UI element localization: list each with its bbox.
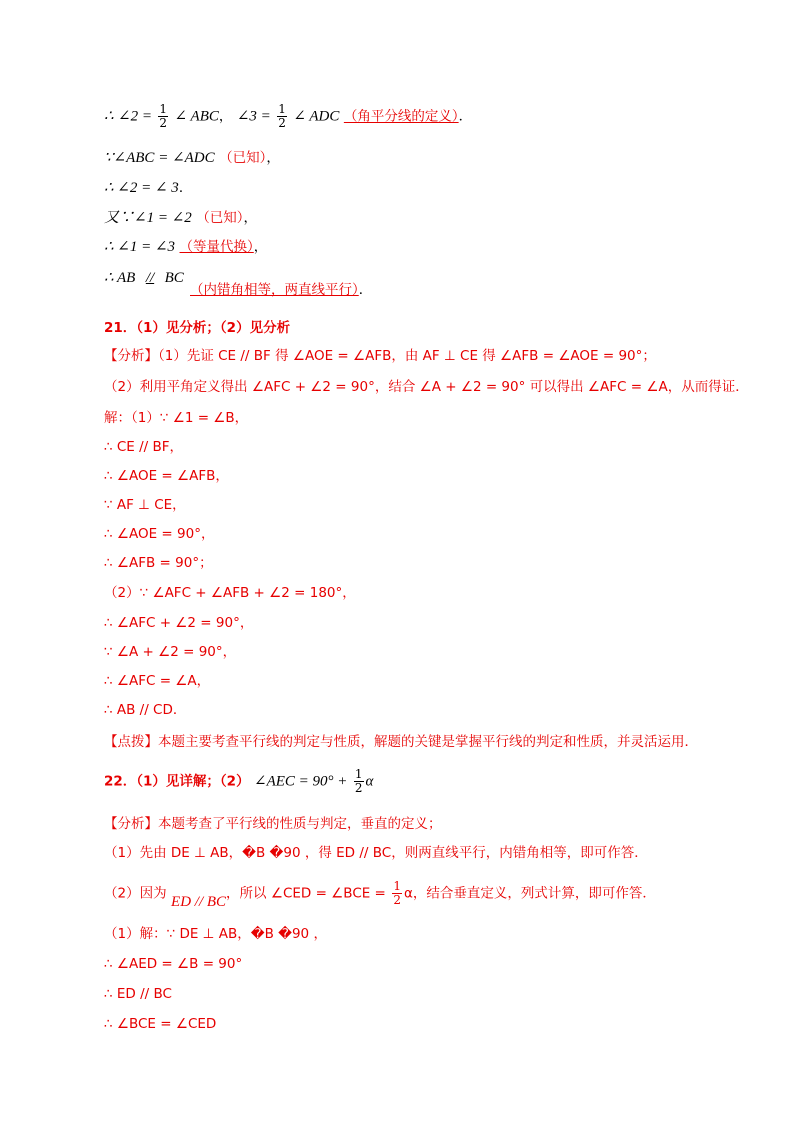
proof-line-3 — [104, 178, 192, 198]
proof-line-5 — [104, 237, 267, 257]
line-bc: BC — [164, 270, 184, 286]
comma: ， — [218, 108, 233, 125]
q21-step-8: ∴ ∠AFC + ∠2 = 90°， — [104, 615, 254, 631]
parallel-symbol: // — [145, 270, 155, 286]
period: ． — [358, 282, 373, 298]
reason-given: （已知） — [196, 210, 244, 226]
reason-bisector: （角平分线的定义） — [343, 108, 459, 125]
fraction-half — [158, 103, 168, 130]
q21-step-11: ∴ AB // CD． — [104, 702, 187, 718]
frac-den: 2 — [159, 116, 168, 130]
q22-title: 22．（1）见详解；（2） — [104, 773, 250, 790]
given-expr: ∵∠ABC = ∠ADC — [104, 150, 215, 166]
reason-alternate-angles: （内错角相等，两直线平行） — [190, 282, 359, 298]
q21-step-6: ∴ ∠AFB = 90°； — [104, 555, 213, 571]
angle-abc: ∠ ABC — [174, 108, 219, 125]
proof-line-6 — [104, 268, 184, 288]
equal-angles: ∴ ∠2 = ∠ 3 — [104, 180, 179, 196]
alpha-symbol: α — [365, 773, 374, 790]
frac-den: 2 — [278, 116, 286, 130]
reason-substitution: （等量代换） — [179, 239, 254, 255]
q22-step-4: ∴ ∠BCE = ∠CED — [104, 1016, 217, 1032]
frac-den: 2 — [354, 781, 363, 795]
frac-num: 1 — [393, 879, 401, 893]
frac-num: 1 — [354, 767, 363, 781]
reason-given: （已知） — [219, 150, 267, 166]
parallel-ed-bc: ED // BC — [171, 893, 227, 910]
q21-step-1: 解：（1）∵ ∠1 = ∠B， — [104, 410, 249, 426]
q21-analysis-1: 【分析】（1）先证 CE // BF 得 ∠AOE = ∠AFB，由 AF ⊥ CE 得 ∠AFB = ∠AOE = 90°； — [104, 348, 656, 364]
frac-num: 1 — [278, 102, 286, 116]
q22-answer — [104, 768, 373, 795]
q21-answer: 21．（1）见分析；（2）见分析 — [104, 320, 291, 336]
angle2-expr: ∠2 = — [118, 108, 152, 125]
q22-analysis: 【分析】本题考查了平行线的性质与判定，垂直的定义； — [104, 816, 442, 832]
text: α，结合垂直定义，列式计算，即可作答． — [403, 885, 656, 902]
proof-line-4 — [104, 208, 257, 228]
fraction-half-2 — [277, 103, 287, 130]
q21-analysis-2: （2）利用平角定义得出 ∠AFC + ∠2 = 90°，结合 ∠A + ∠2 = 90° 可以得出 ∠AFC = ∠A，从而得证． — [104, 379, 749, 395]
period: ． — [178, 180, 193, 196]
proof-line-2 — [104, 148, 280, 168]
comma: ， — [266, 150, 280, 166]
frac-num: 1 — [159, 102, 168, 116]
comma: ， — [243, 210, 257, 226]
proof-line-6-reason — [190, 280, 372, 300]
angle-aec-expr: ∠AEC = 90° + — [254, 773, 348, 790]
fraction-half — [354, 768, 364, 795]
q21-step-7: （2）∵ ∠AFC + ∠AFB + ∠2 = 180°， — [104, 585, 356, 601]
q22-step-2: ∴ ∠AED = ∠B = 90° — [104, 956, 243, 972]
proof-line-1 — [104, 103, 472, 130]
text: ，所以 ∠CED = ∠BCE = — [226, 885, 386, 902]
fraction-half — [392, 880, 402, 907]
q21-step-5: ∴ ∠AOE = 90°， — [104, 526, 215, 542]
equal-angles: ∴ ∠1 = ∠3 — [104, 239, 176, 255]
q21-step-4: ∵ AF ⊥ CE， — [104, 497, 186, 513]
angle3-expr: ∠3 = — [236, 108, 271, 125]
period: ． — [458, 108, 473, 125]
therefore-symbol: ∴ — [104, 108, 114, 125]
q21-step-2: ∴ CE // BF， — [104, 439, 184, 455]
q21-step-9: ∵ ∠A + ∠2 = 90°， — [104, 644, 237, 660]
q21-comment: 【点拨】本题主要考查平行线的判定与性质，解题的关键是掌握平行线的判定和性质，并灵活运用． — [104, 734, 698, 750]
line-ab: ∴ AB — [104, 270, 136, 286]
frac-den: 2 — [393, 893, 401, 907]
comma: ， — [253, 239, 268, 255]
given-expr: 又∵∠1 = ∠2 — [104, 210, 192, 226]
q21-step-3: ∴ ∠AOE = ∠AFB， — [104, 468, 229, 484]
q22-step-1: （1）解：∵ DE ⊥ AB，�B �90 ， — [104, 926, 327, 942]
q22-analysis-1: （1）先由 DE ⊥ AB，�B �90 ，得 ED // BC，则两直线平行，内错角相等，即可作答． — [104, 845, 648, 861]
q22-analysis-2 — [104, 879, 656, 910]
text: （2）因为 — [104, 885, 167, 902]
angle-adc: ∠ ADC — [293, 108, 340, 125]
q22-step-3: ∴ ED // BC — [104, 986, 172, 1002]
q21-step-10: ∴ ∠AFC = ∠A， — [104, 673, 211, 689]
